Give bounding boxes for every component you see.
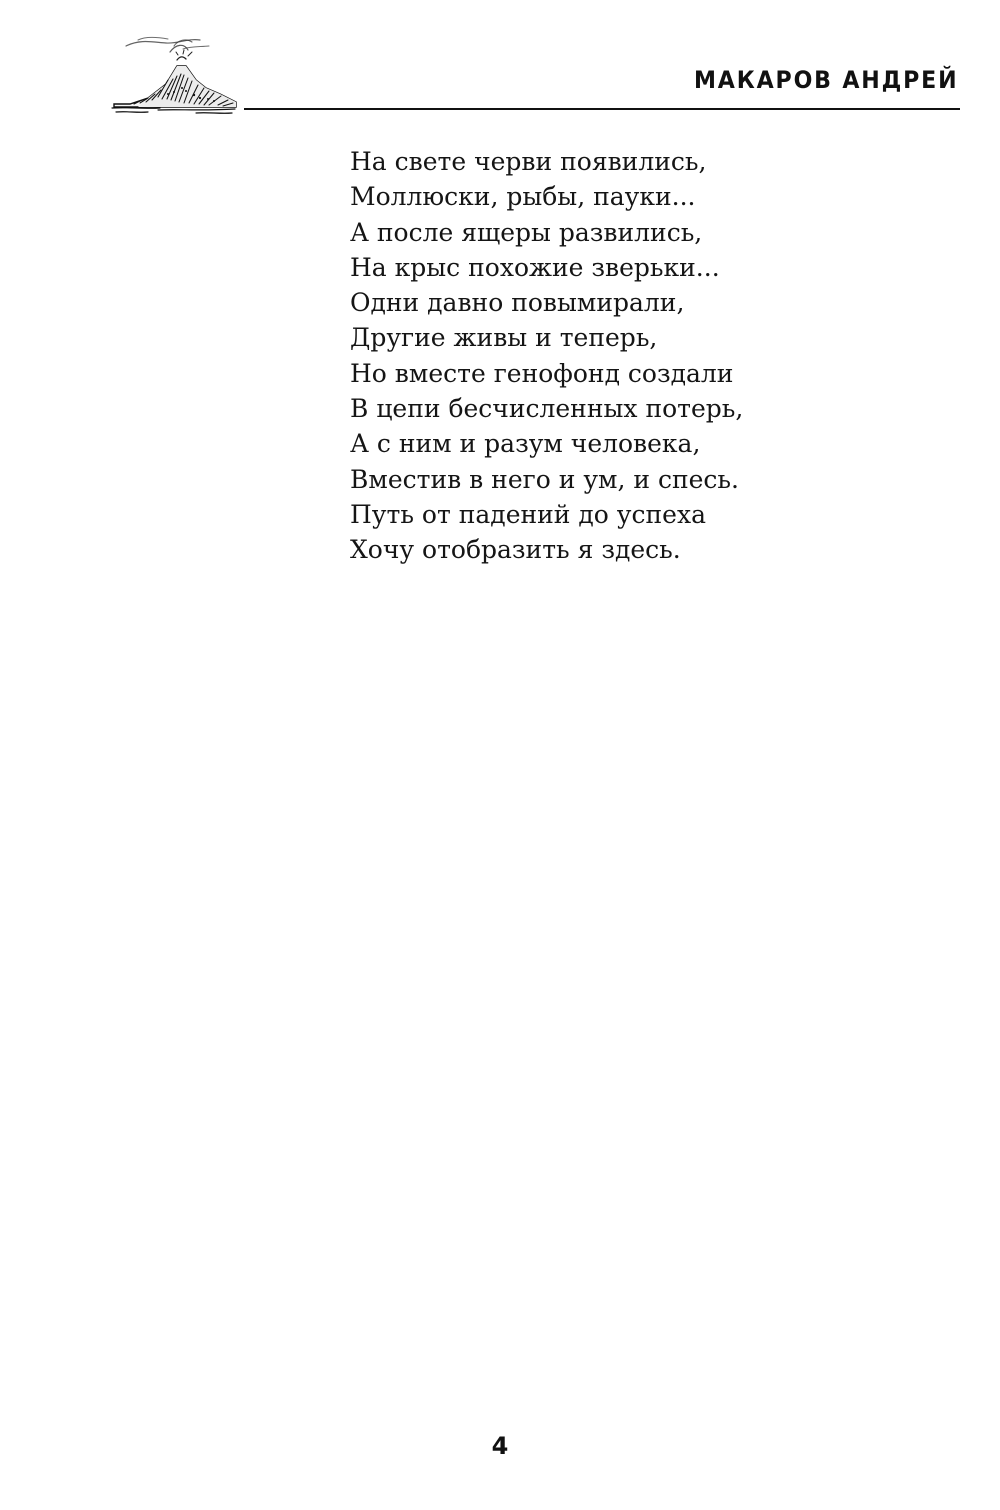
page-number: 4 [491,1432,509,1460]
poem-line: А с ним и разум человека, [350,429,701,459]
running-head-author: МАКАРОВ АНДРЕЙ [693,66,958,94]
poem-line: Хочу отобразить я здесь. [350,535,681,565]
poem [350,144,743,568]
header-divider [244,108,960,110]
poem-line: А после ящеры развились, [350,217,703,247]
poem-line: Одни давно повымирали, [350,288,685,318]
poem-line: Но вместе генофонд создали [350,358,734,388]
volcano-icon [110,28,240,120]
poem-line: На крыс похожие зверьки... [350,252,720,282]
poem-line: Путь от падений до успеха [350,499,706,529]
poem-line: В цепи бесчисленных потерь, [350,394,744,424]
poem-line: На свете черви появились, [350,147,707,176]
poem-line: Моллюски, рыбы, пауки... [350,182,696,212]
poem-line: Вместив в него и ум, и спесь. [350,464,739,494]
poem-line: Другие живы и теперь, [350,323,658,353]
